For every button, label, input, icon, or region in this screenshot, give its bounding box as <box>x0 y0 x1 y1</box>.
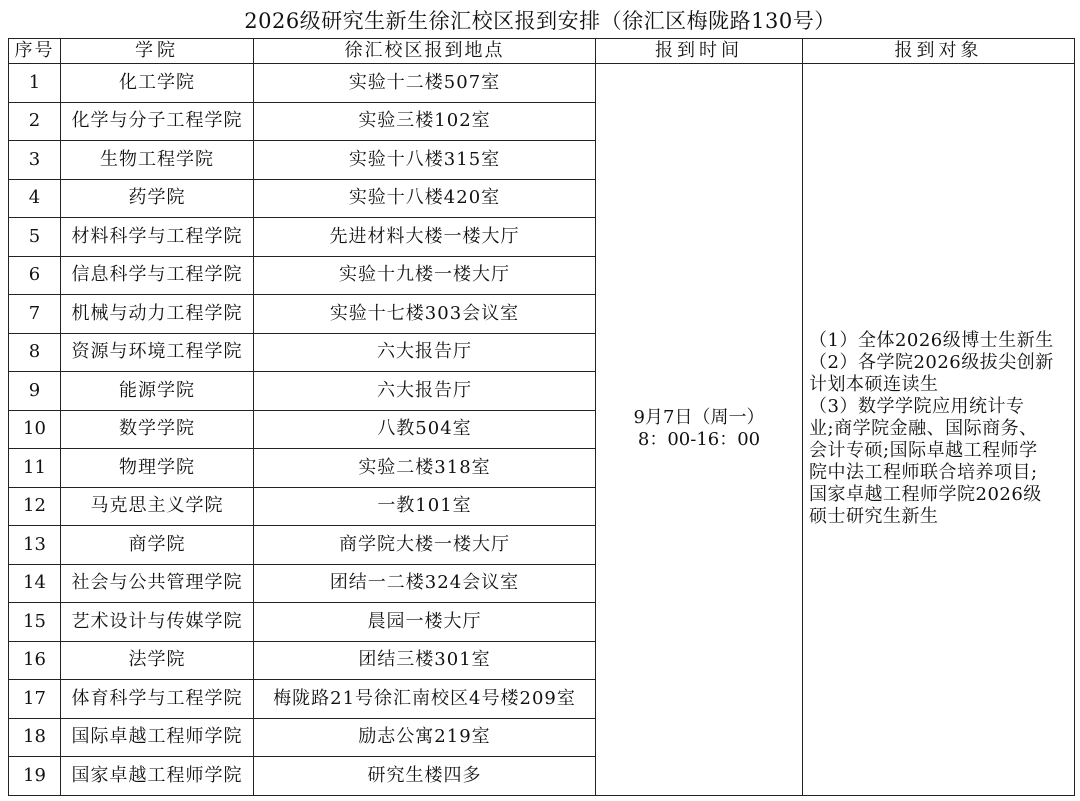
row-college: 资源与环境工程学院 <box>61 333 254 372</box>
row-index: 8 <box>9 333 61 372</box>
header-target: 报到对象 <box>803 39 1075 64</box>
row-college: 数学学院 <box>61 410 254 449</box>
row-index: 10 <box>9 410 61 449</box>
row-location: 研究生楼四多 <box>254 757 596 796</box>
row-index: 11 <box>9 449 61 488</box>
row-index: 13 <box>9 526 61 565</box>
row-college: 机械与动力工程学院 <box>61 295 254 334</box>
row-college: 马克思主义学院 <box>61 487 254 526</box>
row-college: 能源学院 <box>61 372 254 411</box>
row-index: 15 <box>9 603 61 642</box>
row-college: 商学院 <box>61 526 254 565</box>
row-index: 7 <box>9 295 61 334</box>
registration-time-cell <box>596 64 803 796</box>
row-location: 励志公寓219室 <box>254 718 596 757</box>
row-index: 18 <box>9 718 61 757</box>
row-index: 2 <box>9 102 61 141</box>
row-index: 16 <box>9 641 61 680</box>
registration-target-cell <box>803 64 1075 796</box>
row-location: 团结一二楼324会议室 <box>254 564 596 603</box>
row-index: 3 <box>9 141 61 180</box>
target-line: 院中法工程师联合培养项目; <box>809 462 1038 484</box>
row-college: 社会与公共管理学院 <box>61 564 254 603</box>
target-line: 业;商学院金融、国际商务、 <box>809 418 1038 440</box>
row-location: 一教101室 <box>254 487 596 526</box>
row-location: 六大报告厅 <box>254 372 596 411</box>
row-college: 国家卓越工程师学院 <box>61 757 254 796</box>
row-college: 药学院 <box>61 179 254 218</box>
row-index: 4 <box>9 179 61 218</box>
row-college: 化学与分子工程学院 <box>61 102 254 141</box>
row-location: 商学院大楼一楼大厅 <box>254 526 596 565</box>
table-row <box>9 64 1075 103</box>
header-index: 序号 <box>9 39 61 64</box>
row-college: 材料科学与工程学院 <box>61 218 254 257</box>
target-line: 硕士研究生新生 <box>809 506 939 528</box>
row-index: 1 <box>9 64 61 103</box>
row-location: 团结三楼301室 <box>254 641 596 680</box>
target-line: （1）全体2026级博士生新生 <box>809 330 1054 352</box>
row-college: 物理学院 <box>61 449 254 488</box>
page-title: 2026级研究生新生徐汇校区报到安排（徐汇区梅陇路130号） <box>244 9 836 33</box>
row-location: 先进材料大楼一楼大厅 <box>254 218 596 257</box>
row-location: 实验十八楼315室 <box>254 141 596 180</box>
row-location: 实验十九楼一楼大厅 <box>254 256 596 295</box>
table-body <box>9 64 1075 796</box>
row-college: 艺术设计与传媒学院 <box>61 603 254 642</box>
row-college: 法学院 <box>61 641 254 680</box>
row-location: 八教504室 <box>254 410 596 449</box>
table-header-row <box>9 39 1075 64</box>
target-line: 会计专硕;国际卓越工程师学 <box>809 440 1038 462</box>
row-location: 实验十七楼303会议室 <box>254 295 596 334</box>
registration-date: 9月7日（周一） <box>633 407 765 429</box>
target-line: （2）各学院2026级拔尖创新 <box>809 352 1054 374</box>
row-location: 实验十八楼420室 <box>254 179 596 218</box>
row-college: 体育科学与工程学院 <box>61 680 254 719</box>
row-index: 12 <box>9 487 61 526</box>
row-location: 实验三楼102室 <box>254 102 596 141</box>
row-college: 信息科学与工程学院 <box>61 256 254 295</box>
header-location: 徐汇校区报到地点 <box>254 39 596 64</box>
registration-table <box>8 38 1075 796</box>
row-location: 六大报告厅 <box>254 333 596 372</box>
row-location: 实验二楼318室 <box>254 449 596 488</box>
target-line: 国家卓越工程师学院2026级 <box>809 484 1042 506</box>
row-index: 5 <box>9 218 61 257</box>
target-line: 计划本硕连读生 <box>809 374 939 396</box>
row-index: 6 <box>9 256 61 295</box>
row-index: 14 <box>9 564 61 603</box>
registration-hours: 8：00-16：00 <box>637 429 761 451</box>
row-location: 实验十二楼507室 <box>254 64 596 103</box>
row-location: 晨园一楼大厅 <box>254 603 596 642</box>
row-college: 化工学院 <box>61 64 254 103</box>
row-location: 梅陇路21号徐汇南校区4号楼209室 <box>254 680 596 719</box>
row-college: 国际卓越工程师学院 <box>61 718 254 757</box>
row-index: 17 <box>9 680 61 719</box>
header-college: 学院 <box>61 39 254 64</box>
target-line: （3）数学学院应用统计专 <box>809 396 1025 418</box>
header-time: 报到时间 <box>596 39 803 64</box>
row-college: 生物工程学院 <box>61 141 254 180</box>
row-index: 19 <box>9 757 61 796</box>
row-index: 9 <box>9 372 61 411</box>
